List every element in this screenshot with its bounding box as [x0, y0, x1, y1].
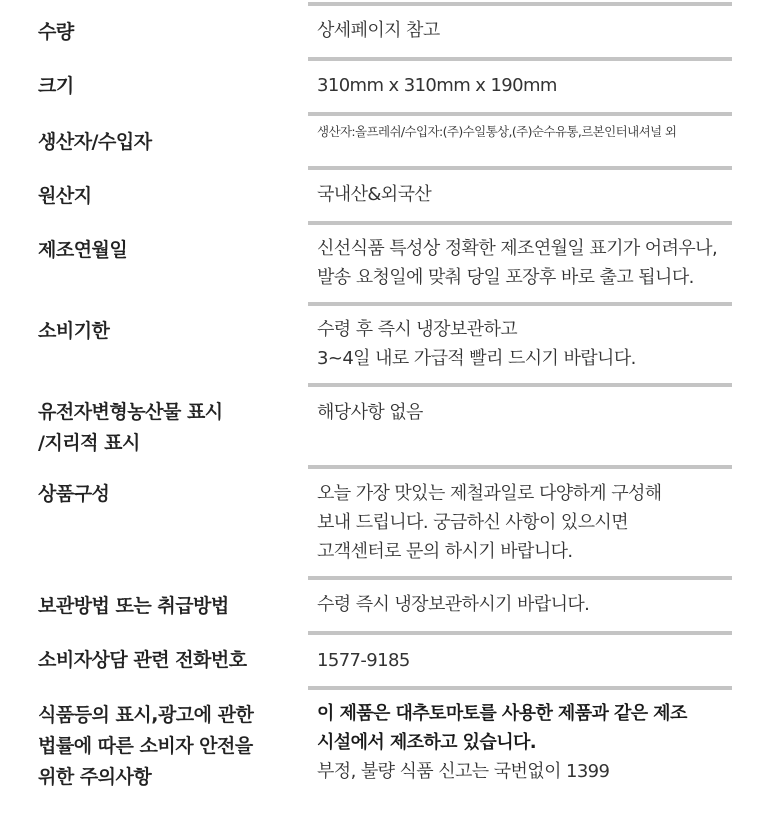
label-line: 제조연월일 — [38, 239, 128, 261]
row-label-quantity — [38, 17, 298, 48]
row-divider — [308, 383, 732, 387]
label-line: 법률에 따른 소비자 안전을 — [38, 735, 253, 757]
row-label-manufacture-date — [38, 235, 298, 266]
row-divider — [308, 302, 732, 306]
label-line: 생산자/수입자 — [38, 131, 152, 153]
value-line: 1577-9185 — [317, 650, 410, 671]
value-line: 보내 드립니다. 궁금하신 사항이 있으시면 — [317, 512, 629, 533]
row-value-size — [317, 71, 737, 100]
row-divider — [308, 112, 732, 116]
row-label-gmo — [38, 397, 298, 459]
row-value-storage — [317, 590, 737, 619]
value-line: 3~4일 내로 가급적 빨리 드시기 바랍니다. — [317, 348, 636, 369]
row-label-expiry — [38, 316, 298, 347]
row-label-storage — [38, 591, 298, 622]
label-line: 크기 — [38, 75, 74, 97]
value-line: 해당사항 없음 — [317, 402, 423, 423]
row-label-size — [38, 71, 298, 102]
value-line: 시설에서 제조하고 있습니다. — [317, 732, 537, 753]
label-line: 보관방법 또는 취급방법 — [38, 595, 229, 617]
row-label-origin — [38, 181, 298, 212]
value-line: 생산자:올프레쉬/수입자:(주)수일통상,(주)순수유통,르본인터내셔널 외 — [317, 124, 677, 139]
value-line: 국내산&외국산 — [317, 184, 432, 205]
row-divider — [308, 221, 732, 225]
row-value-gmo — [317, 398, 737, 427]
row-value-origin — [317, 180, 737, 209]
label-line: 소비자상담 관련 전화번호 — [38, 649, 247, 671]
label-line: 원산지 — [38, 185, 92, 207]
value-line: 신선식품 특성상 정확한 제조연월일 표기가 어려우나, — [317, 238, 718, 259]
row-value-manufacture-date — [317, 234, 737, 292]
value-line: 수령 후 즉시 냉장보관하고 — [317, 319, 518, 340]
row-label-producer — [38, 127, 298, 158]
label-line: 상품구성 — [38, 483, 110, 505]
row-divider — [308, 631, 732, 635]
row-divider — [308, 2, 732, 6]
row-label-safety-notice — [38, 700, 298, 793]
label-line: 식품등의 표시,광고에 관한 — [38, 704, 254, 726]
row-value-phone — [317, 646, 737, 675]
value-line: 고객센터로 문의 하시기 바랍니다. — [317, 541, 573, 562]
value-line: 310mm x 310mm x 190mm — [317, 75, 557, 96]
row-value-producer — [317, 123, 737, 141]
row-value-composition — [317, 479, 737, 566]
row-divider — [308, 465, 732, 469]
row-divider — [308, 57, 732, 61]
value-line: 부정, 불량 식품 신고는 국번없이 1399 — [317, 761, 610, 782]
value-line: 오늘 가장 맛있는 제철과일로 다양하게 구성해 — [317, 483, 662, 504]
row-label-phone — [38, 645, 298, 676]
value-line: 발송 요청일에 맞춰 당일 포장후 바로 출고 됩니다. — [317, 267, 694, 288]
row-value-expiry — [317, 315, 737, 373]
row-divider — [308, 686, 732, 690]
row-label-composition — [38, 479, 298, 510]
value-line: 이 제품은 대추토마토를 사용한 제품과 같은 제조 — [317, 703, 687, 724]
row-divider — [308, 166, 732, 170]
row-value-safety-notice — [317, 699, 737, 786]
label-line: 유전자변형농산물 표시 — [38, 401, 223, 423]
row-divider — [308, 576, 732, 580]
value-line: 수령 즉시 냉장보관하시기 바랍니다. — [317, 594, 590, 615]
value-line: 상세페이지 참고 — [317, 20, 440, 41]
label-line: 위한 주의사항 — [38, 766, 152, 788]
label-line: 소비기한 — [38, 320, 110, 342]
label-line: /지리적 표시 — [38, 432, 140, 454]
row-value-quantity — [317, 16, 737, 45]
label-line: 수량 — [38, 21, 74, 43]
